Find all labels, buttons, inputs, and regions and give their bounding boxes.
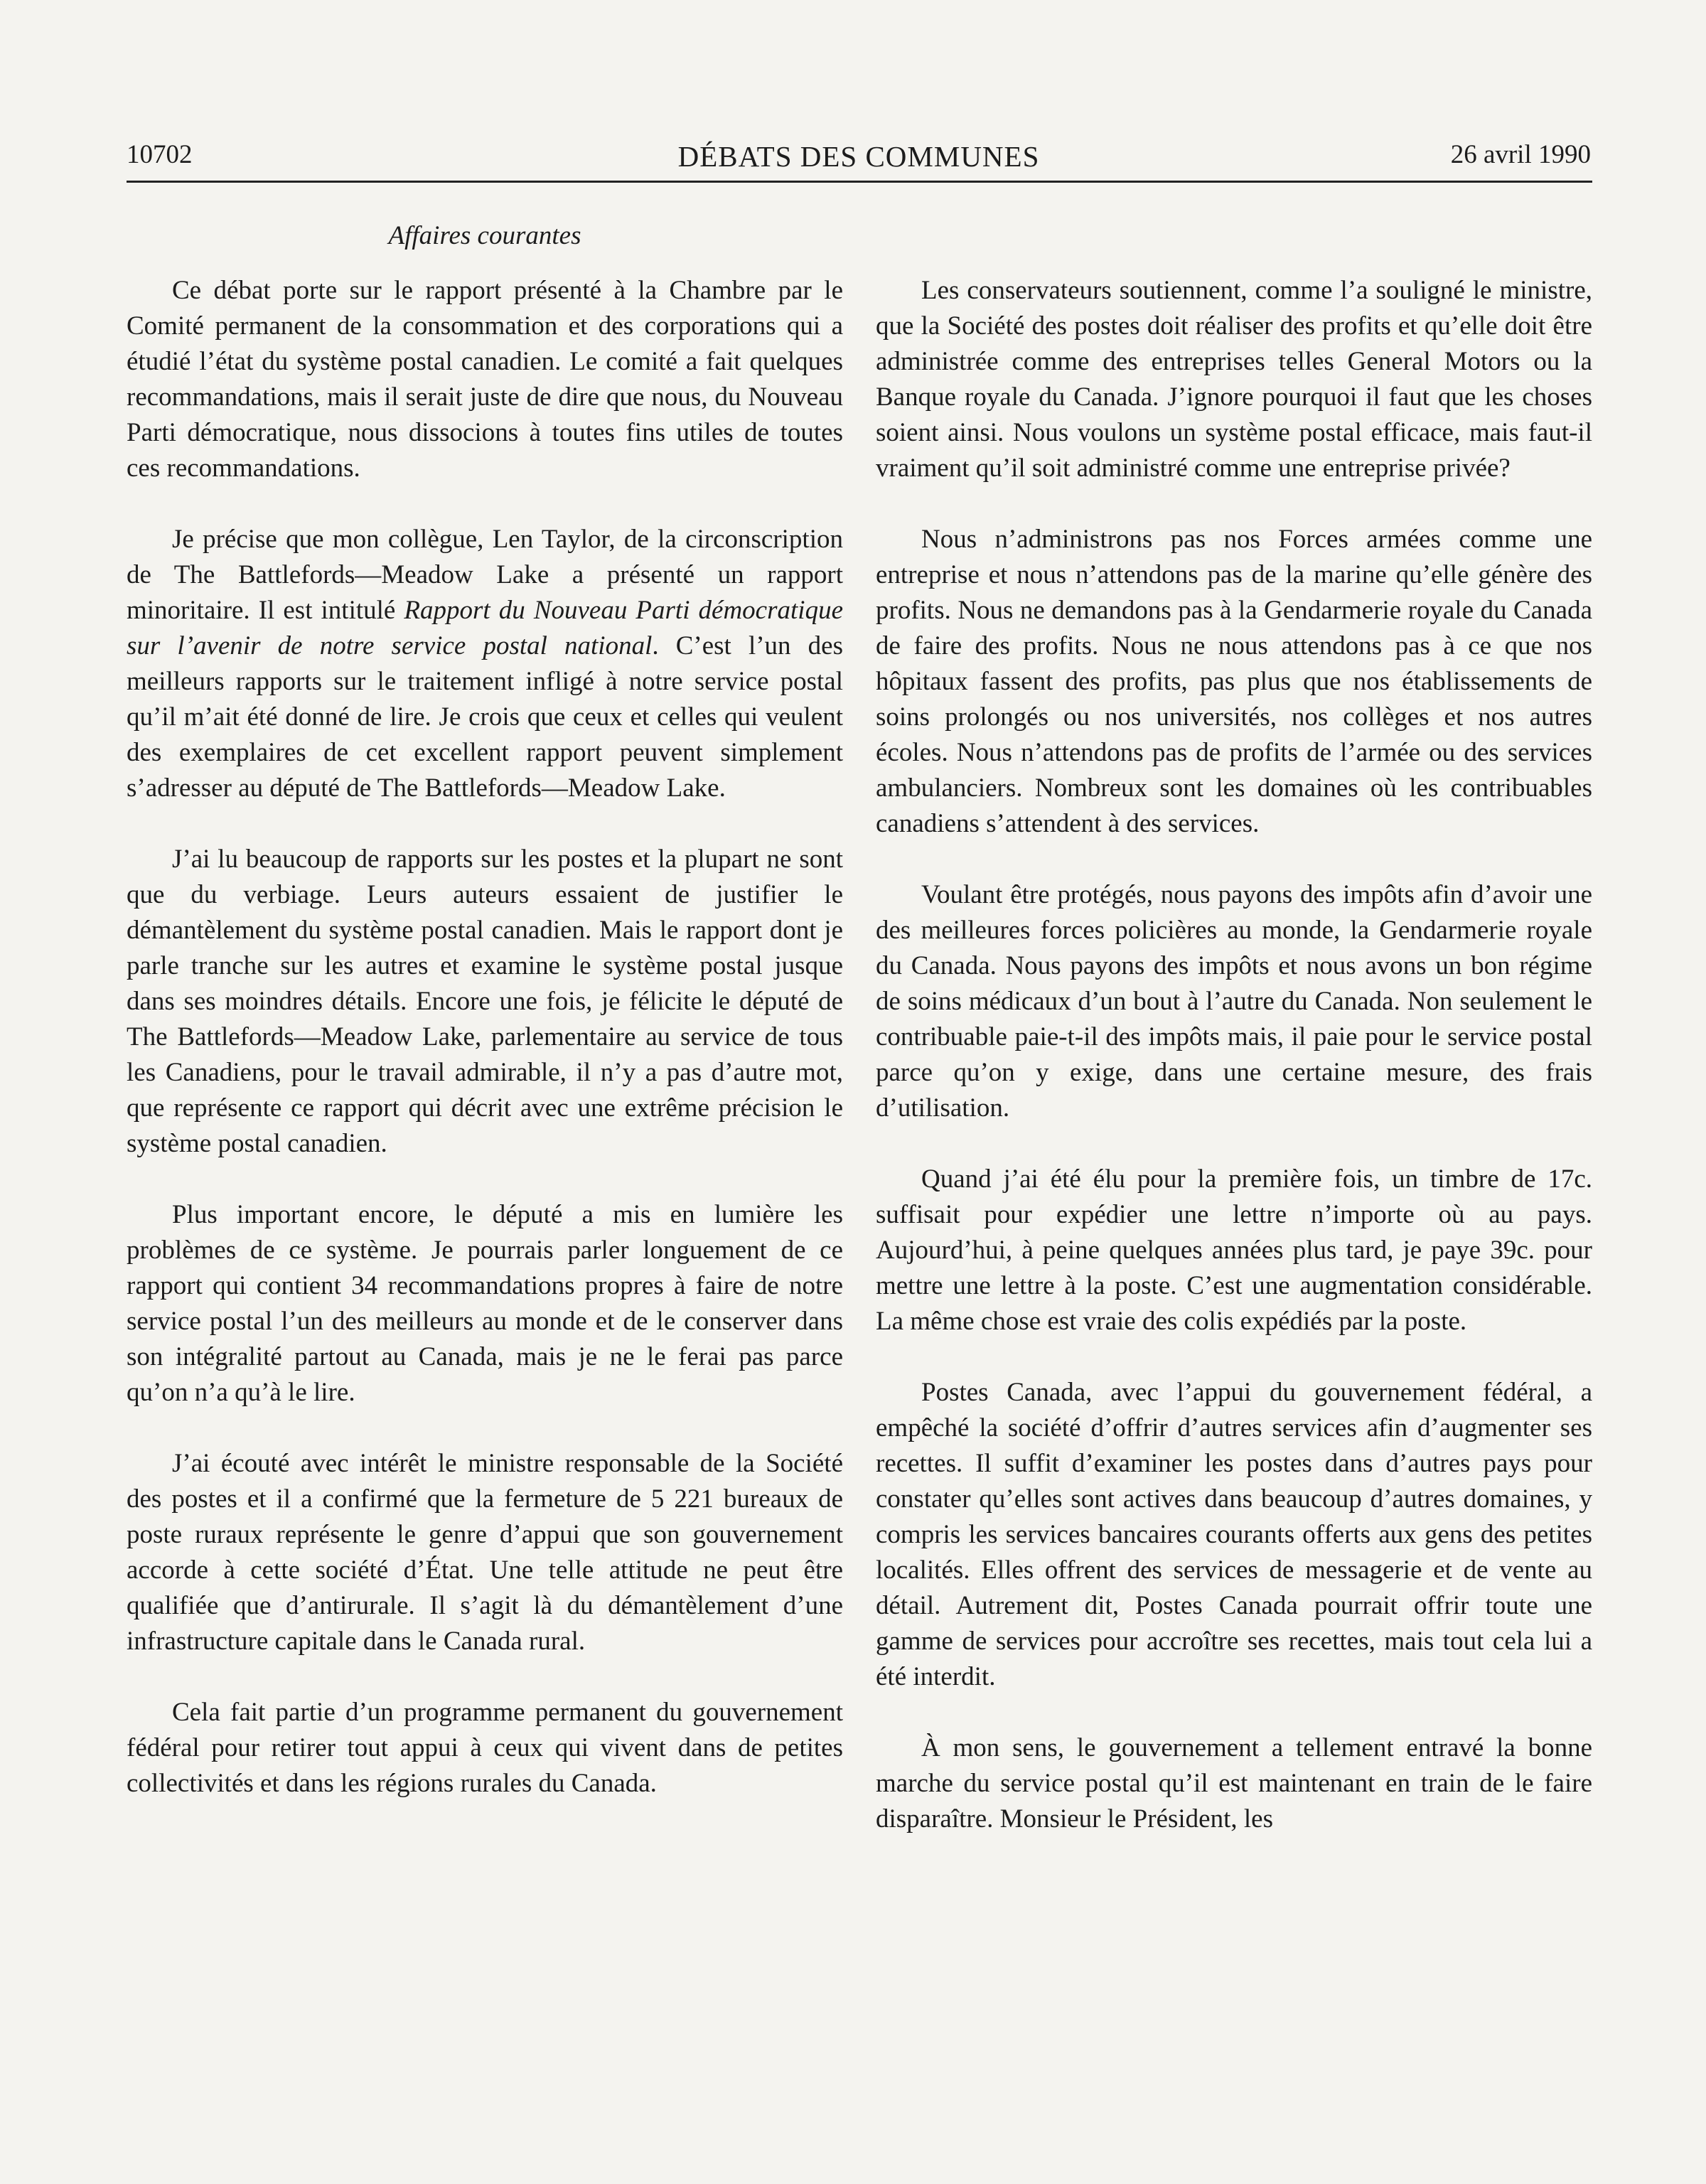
page-number: 10702 <box>127 140 193 169</box>
publication-date: 26 avril 1990 <box>1450 140 1591 169</box>
paragraph-text: Je précise que mon collègue, Len Taylor, de la circonscription de The Battlefords—Meadow Lake a présenté un rapport minoritaire. Il est intitulé <box>127 525 843 625</box>
paragraph: Nous n’administrons pas nos Forces armées comme une entreprise et nous n’attendons pas de la marine qu’elle génère des profits. Nous ne demandons pas à la Gendarmerie royale du Canada de faire des profits. Nous ne nous attendons pas à ce que nos hôpitaux fassent des profits, pas plus que nos établissements de soins prolongés ou nos universités, nos collèges et nos autres écoles. Nous n’attendons pas de profits de l’armée ou des services ambulanciers. Nombreux sont les domaines où les contribuables canadiens s’attendent à des services. <box>876 525 1592 838</box>
paragraph-text: . C’est l’un des meilleurs rapports sur le traitement infligé à notre service postal qu’il m’ait été donné de lire. Je crois que ceux et celles qui veulent des exemplaires de cet excellent rapport peuvent simplement s’adresser au député de The Battlefords—Meadow Lake. <box>127 631 843 803</box>
paragraph: J’ai lu beaucoup de rapports sur les postes et la plupart ne sont que du verbiage. Leurs auteurs essaient de justifier le démantèlement du système postal canadien. Mais le rapport dont je parle tranche sur les autres et examine le système postal jusque dans ses moindres détails. Encore une fois, je félicite le député de The Battlefords—Meadow Lake, parlementaire au service de tous les Canadiens, pour le travail admirable, il n’y a pas d’autre mot, que représente ce rapport qui décrit avec une extrême précision le système postal canadien. <box>127 845 843 1158</box>
paragraph: Postes Canada, avec l’appui du gouvernement fédéral, a empêché la société d’offrir d’autres services afin d’augmenter ses recettes. Il suffit d’examiner les postes dans d’autres pays pour constater qu’elles sont actives dans beaucoup d’autres domaines, y compris les services bancaires courants offerts aux gens des petites localités. Elles offrent des services de messagerie et de vente au détail. Autrement dit, Postes Canada pourrait offrir toute une gamme de services pour accroître ses recettes, mais tout cela lui a été interdit. <box>876 1378 1592 1691</box>
section-title: Affaires courantes <box>388 221 581 250</box>
paragraph: J’ai écouté avec intérêt le ministre responsable de la Société des postes et il a confirmé que la fermeture de 5 221 bureaux de poste ruraux représente le genre d’appui que son gouvernement accorde à cette société d’État. Une telle attitude ne peut être qualifiée que d’antirurale. Il s’agit là du démantèlement d’une infrastructure capitale dans le Canada rural. <box>127 1449 843 1656</box>
left-column <box>127 273 843 1837</box>
paragraph: À mon sens, le gouvernement a tellement entravé la bonne marche du service postal qu’il est maintenant en train de le faire disparaître. Monsieur le Président, les <box>876 1733 1592 1834</box>
paragraph: Quand j’ai été élu pour la première fois, un timbre de 17c. suffisait pour expédier une lettre n’importe où au pays. Aujourd’hui, à peine quelques années plus tard, je paye 39c. pour mettre une lettre à la poste. C’est une augmentation considérable. La même chose est vraie des colis expédiés par la poste. <box>876 1165 1592 1336</box>
paragraph: Ce débat porte sur le rapport présenté à la Chambre par le Comité permanent de la consommation et des corporations qui a étudié l’état du système postal canadien. Le comité a fait quelques recommandations, mais il serait juste de dire que nous, du Nouveau Parti démocratique, nous dissocions à toutes fins utiles de toutes ces recommandations. <box>127 276 843 483</box>
page-header <box>127 139 1591 182</box>
paragraph <box>127 522 843 806</box>
report-title: Rapport du Nouveau Parti démocratique sur l’avenir de notre service postal national <box>127 596 843 660</box>
publication-title: DÉBATS DES COMMUNES <box>677 140 1040 173</box>
right-column <box>876 273 1592 1873</box>
paragraph: Les conservateurs soutiennent, comme l’a souligné le ministre, que la Société des postes doit réaliser des profits et qu’elle doit être administrée comme des entreprises telles General Motors ou la Banque royale du Canada. J’ignore pourquoi il faut que les choses soient ainsi. Nous voulons un système postal efficace, mais faut-il vraiment qu’il soit administré comme une entreprise privée? <box>876 276 1592 483</box>
paragraph: Plus important encore, le député a mis en lumière les problèmes de ce système. Je pourrais parler longuement de ce rapport qui contient 34 recommandations propres à faire de notre service postal l’un des meilleurs au monde et de le conserver dans son intégralité partout au Canada, mais je ne le ferai pas parce qu’on n’a qu’à le lire. <box>127 1200 843 1407</box>
header-rule <box>127 181 1592 183</box>
paragraph: Voulant être protégés, nous payons des impôts afin d’avoir une des meilleures forces policières au monde, la Gendarmerie royale du Canada. Nous payons des impôts et nous avons un bon régime de soins médicaux d’un bout à l’autre du Canada. Non seulement le contribuable paie-t-il des impôts mais, il paie pour le service postal parce qu’on y exige, dans une certaine mesure, des frais d’utilisation. <box>876 880 1592 1123</box>
paragraph: Cela fait partie d’un programme permanent du gouvernement fédéral pour retirer tout appui à ceux qui vivent dans de petites collectivités et dans les régions rurales du Canada. <box>127 1698 843 1798</box>
